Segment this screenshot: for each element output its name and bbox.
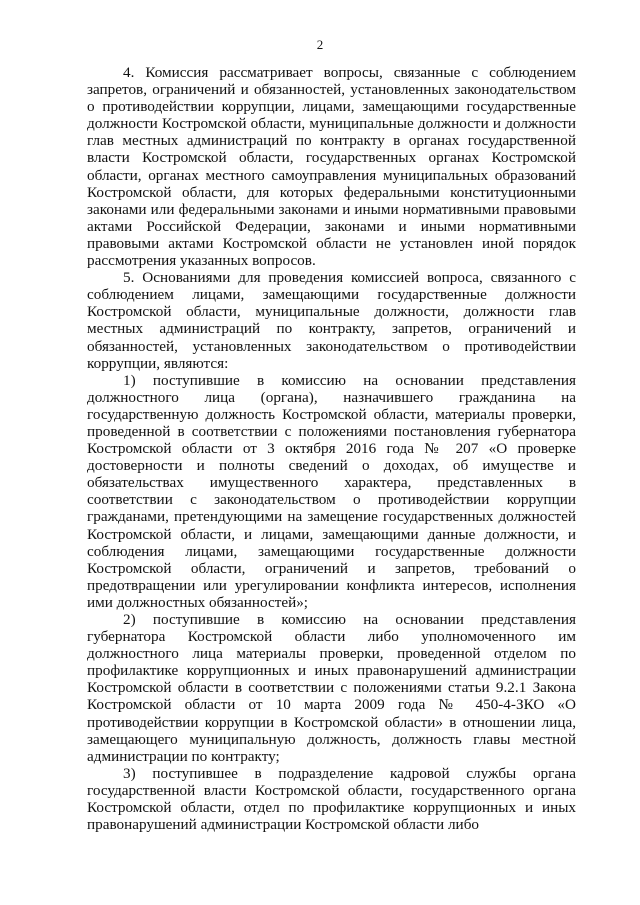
paragraph-grounds-intro: 5. Основаниями для проведения комиссией вопроса, связанного с соблюдением лицами, замещающими государственные должности Костромской области, муниципальные должности, должности глав местных администраций по контракту, запретов, ограничений и обязанностей, установленных законодательством о противодействии коррупции, являются: bbox=[87, 269, 576, 372]
paragraph-ground-1: 1) поступившие в комиссию на основании представления должностного лица (органа), назначившего гражданина на государственную должность Костромской области, материалы проверки, проведенной в соответствии с положениями постановления губернатора Костромской области от 3 октября 2016 года № 207 «О проверке достоверности и полноты сведений о доходах, об имуществе и обязательствах имущественного характера, представленных в соответствии с законодательством о противодействии коррупции гражданами, претендующими на замещение государственных должностей Костромской области, и лицами, замещающими данные должности, и соблюдения лицами, замещающими государственные должности Костромской области, ограничений и запретов, требований о предотвращении или урегулировании конфликта интересов, исполнения ими должностных обязанностей»; bbox=[87, 371, 576, 611]
paragraph-ground-3: 3) поступившее в подразделение кадровой службы органа государственной власти Костромской области, государственного органа Костромской области, отдел по профилактике коррупционных и иных правонарушений администрации Костромской области либо bbox=[87, 764, 576, 834]
document-body bbox=[87, 64, 576, 833]
paragraph-ground-2: 2) поступившие в комиссию на основании представления губернатора Костромской области либо уполномоченного им должностного лица материалы проверки, проведенной отделом по профилактике коррупционных и иных правонарушений администрации Костромской области в соответствии с положениями статьи 9.2.1 Закона Костромской области от 10 марта 2009 года № 450-4-ЗКО «О противодействии коррупции в Костромской области» в отношении лица, замещающего муниципальную должность, должность главы местной администрации по контракту; bbox=[87, 611, 576, 765]
page-number: 2 bbox=[316, 37, 324, 52]
paragraph-commission-scope: 4. Комиссия рассматривает вопросы, связанные с соблюдением запретов, ограничений и обязанностей, установленных законодательством о противодействии коррупции, лицами, замещающими государственные должности Костромской области, муниципальные должности и должности глав местных администраций по контракту в органах государственной власти Костромской области, государственных органах Костромской области, органах местного самоуправления муниципальных образований Костромской области, для которых федеральными конституционными законами или федеральными законами и иными нормативными правовыми актами Российской Федерации, законами и иными нормативными правовыми актами Костромской области не установлен иной порядок рассмотрения указанных вопросов. bbox=[87, 64, 576, 270]
